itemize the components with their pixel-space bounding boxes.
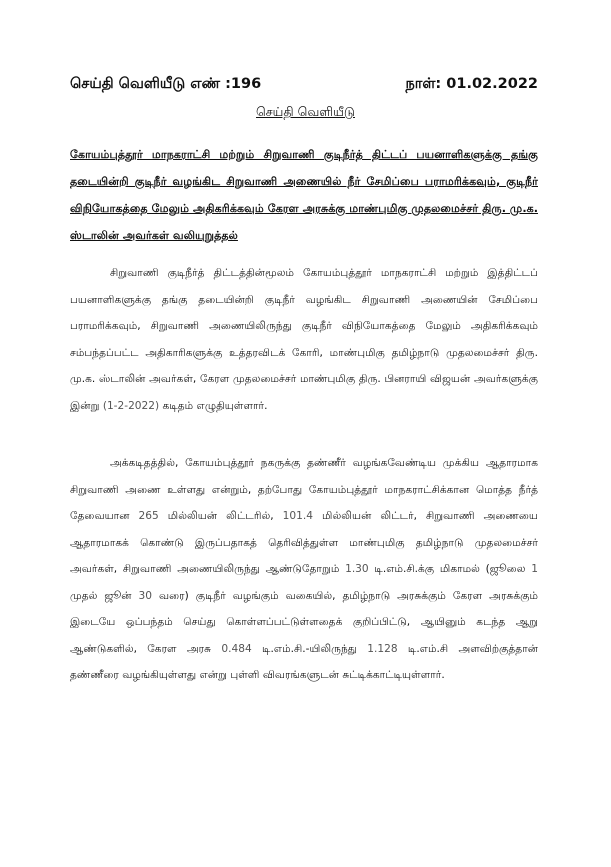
paragraph-1 <box>70 260 538 419</box>
paragraph-1-text: சிறுவாணி குடிநீர்த் திட்டத்தின்மூலம் கோயம்புத்தூர் மாநகராட்சி மற்றும் இத்திட்டப் பயனாளிகளுக்கு தங்கு தடையின்றி குடிநீர் வழங்கிட சிறுவாணி அணையின் சேமிப்பை பராமரிக்கவும், சிறுவாணி அணையிலிருந்து குடிநீர் விநியோகத்தை மேலும் அதிகரிக்கவும் சம்பந்தப்பட்ட அதிகாரிகளுக்கு உத்தரவிடக் கோரி, மாண்புமிகு தமிழ்நாடு முதலமைச்சர் திரு. மு.க. ஸ்டாலின் அவர்கள், கேரள முதலமைச்சர் மாண்புமிகு திரு. பினராயி விஜயன் அவர்களுக்கு இன்று <box>70 267 538 412</box>
subtitle-text: செய்தி வெளியீடு <box>256 104 355 119</box>
total-water-need: 265 <box>138 510 159 522</box>
annual-tmc: 1.30 <box>345 563 369 575</box>
release-date: நாள்: 01.02.2022 <box>405 76 538 92</box>
paragraph-2-part-7: டி.எம்.சி.-யிலிருந்து <box>262 642 357 655</box>
headline: கோயம்புத்தூர் மாநகராட்சி மற்றும் சிறுவாணி குடிநீர்த் திட்டப் பயனாளிகளுக்கு தங்கு தடையின்றி குடிநீர் வழங்கிட சிறுவாணி அணையில் நீர் சேமிப்பை பராமரிக்கவும், குடிநீர் விநியோகத்தை மேலும் அதிகரிக்கவும் கேரள அரசுக்கு மாண்புமிகு முதலமைச்சர் திரு. மு.க. ஸ்டாலின் அவர்கள் வலியுறுத்தல் <box>70 148 538 242</box>
header-row <box>70 76 538 98</box>
paragraph-2-part-4: டி.எம்.சி.க்கு மிகாமல் (ஜூலை <box>374 563 526 575</box>
paragraph-2-part-8: டி.எம்.சி அளவிற்குத்தான் தண்ணீரை வழங்கியுள்ளது என்று புள்ளி விவரங்களுடன் சுட்டிக்காட்டியுள்ளார். <box>70 642 539 681</box>
paragraph-2-part-1: அக்கடிதத்தில், கோயம்புத்தூர் நகருக்கு தண்ணீர் வழங்கவேண்டிய முக்கிய ஆதாரமாக சிறுவாணி அணை உள்ளது என்றும், தற்போது கோயம்புத்தூர் மாநகராட்சிக்கான மொத்த நீர்த் தேவையான <box>70 457 538 522</box>
july-day: 1 <box>531 563 538 575</box>
paragraph-1-end: கடிதம் எழுதியுள்ளார். <box>162 399 268 412</box>
june-day: 30 <box>138 589 153 602</box>
siruvani-share: 101.4 <box>282 510 313 522</box>
paragraph-2-part-5: முதல் ஜூன் <box>70 589 132 602</box>
letter-date: (1-2-2022) <box>102 399 160 412</box>
max-tmc: 1.128 <box>367 642 398 655</box>
paragraph-2 <box>70 450 538 689</box>
paragraph-2-part-3: மில்லியன் லிட்டர், சிறுவாணி அணையை ஆதாரமாகக் கொண்டு இருப்பதாகத் தெரிவித்துள்ள மாண்புமிகு தமிழ்நாடு முதலமைச்சர் அவர்கள், சிறுவாணி அணையிலிருந்து ஆண்டுதோறும் <box>70 510 538 575</box>
paragraph-2-part-2: மில்லியன் லிட்டரில், <box>167 510 274 522</box>
paragraph-2-part-6: வரை) குடிநீர் வழங்கும் வகையில், தமிழ்நாடு அரசுக்கும் கேரள அரசுக்கும் இடையே ஒப்பந்தம் செய்து கொள்ளப்பட்டுள்ளதைக் குறிப்பிட்டு, ஆயினும் கடந்த ஆறு ஆண்டுகளில், கேரள அரசு <box>70 589 538 655</box>
min-tmc: 0.484 <box>221 642 252 655</box>
release-number: செய்தி வெளியீடு எண் :196 <box>70 76 262 92</box>
document-subtitle <box>0 104 611 121</box>
